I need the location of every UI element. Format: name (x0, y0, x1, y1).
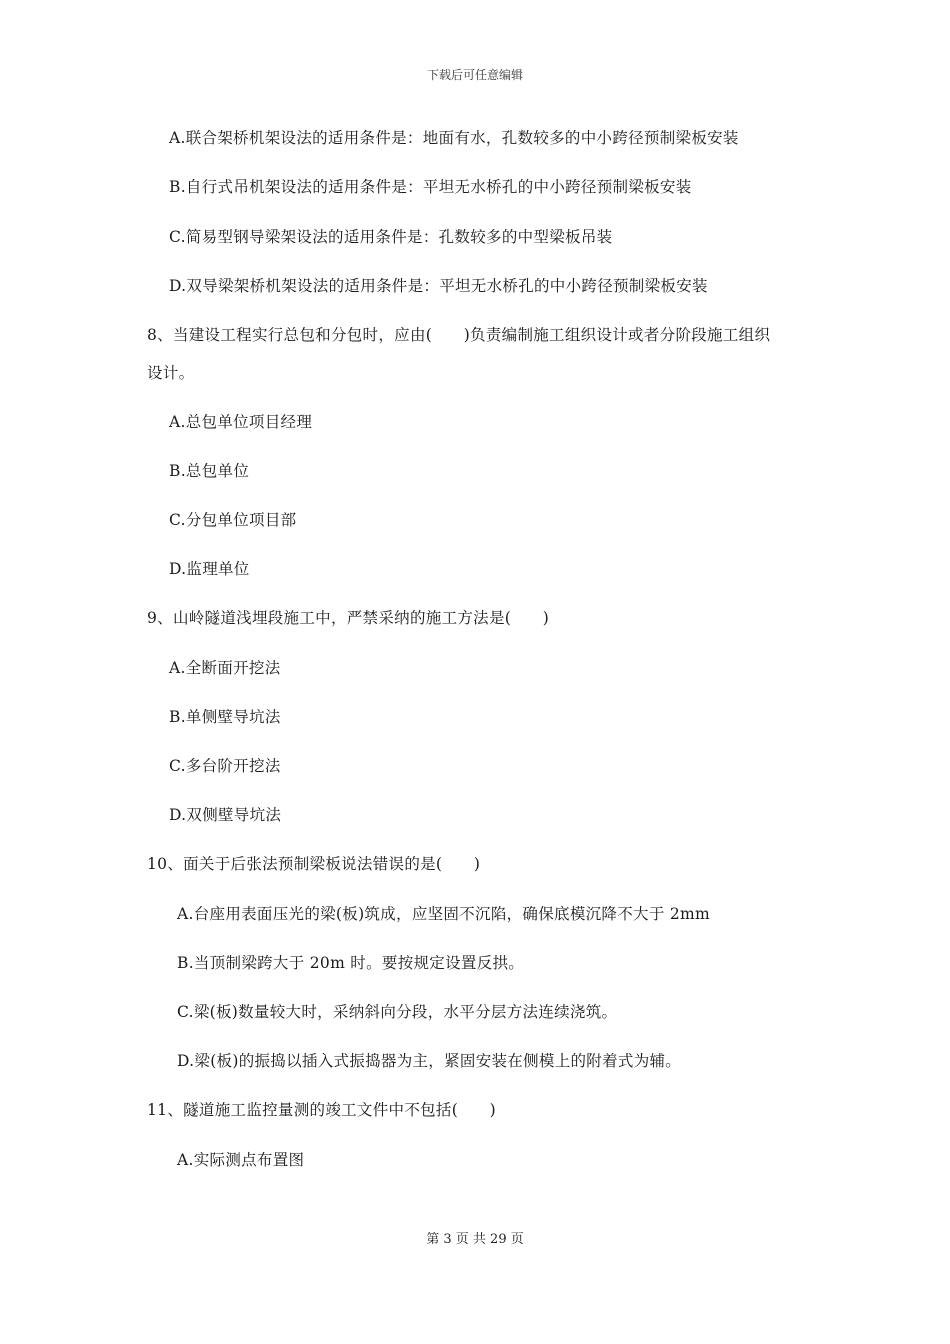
question-8-stem-line1: 8、当建设工程实行总包和分包时，应由( )负责编制施工组织设计或者分阶段施工组织 (147, 326, 771, 344)
header-note: 下载后可任意编辑 (426, 68, 523, 82)
question-10-option-c: C.梁(板)数量较大时，采纳斜向分段，水平分层方法连续浇筑。 (177, 1003, 618, 1021)
question-9-option-b: B.单侧壁导坑法 (169, 708, 281, 726)
question-8-stem-line2: 设计。 (147, 364, 195, 382)
question-9-option-d: D.双侧壁导坑法 (169, 806, 282, 824)
question-11-option-a: A.实际测点布置图 (177, 1151, 305, 1169)
question-10-option-d: D.梁(板)的振捣以插入式振捣器为主，紧固安装在侧模上的附着式为辅。 (177, 1052, 682, 1070)
question-8-option-a: A.总包单位项目经理 (169, 413, 313, 431)
question-10-option-b: B.当顶制梁跨大于 20m 时。要按规定设置反拱。 (177, 954, 525, 972)
question-9-stem: 9、山岭隧道浅埋段施工中，严禁采纳的施工方法是( ) (147, 609, 550, 627)
option-prev-c: C.简易型钢导梁架设法的适用条件是：孔数较多的中型梁板吊装 (169, 228, 613, 246)
question-9-option-a: A.全断面开挖法 (169, 659, 281, 677)
option-prev-b: B.自行式吊机架设法的适用条件是：平坦无水桥孔的中小跨径预制梁板安装 (169, 178, 692, 196)
question-8-option-b: B.总包单位 (169, 462, 250, 480)
question-10-stem: 10、面关于后张法预制梁板说法错误的是( ) (147, 855, 481, 873)
question-8-option-d: D.监理单位 (169, 560, 250, 578)
question-8-option-c: C.分包单位项目部 (169, 511, 297, 529)
question-9-option-c: C.多台阶开挖法 (169, 757, 281, 775)
question-10-option-a: A.台座用表面压光的梁(板)筑成，应坚固不沉陷，确保底模沉降不大于 2mm (177, 905, 711, 923)
question-11-stem: 11、隧道施工监控量测的竣工文件中不包括( ) (147, 1101, 497, 1119)
option-prev-a: A.联合架桥机架设法的适用条件是：地面有水，孔数较多的中小跨径预制梁板安装 (169, 129, 739, 147)
page-footer: 第 3 页 共 29 页 (426, 1232, 524, 1247)
option-prev-d: D.双导梁架桥机架设法的适用条件是：平坦无水桥孔的中小跨径预制梁板安装 (169, 277, 708, 295)
